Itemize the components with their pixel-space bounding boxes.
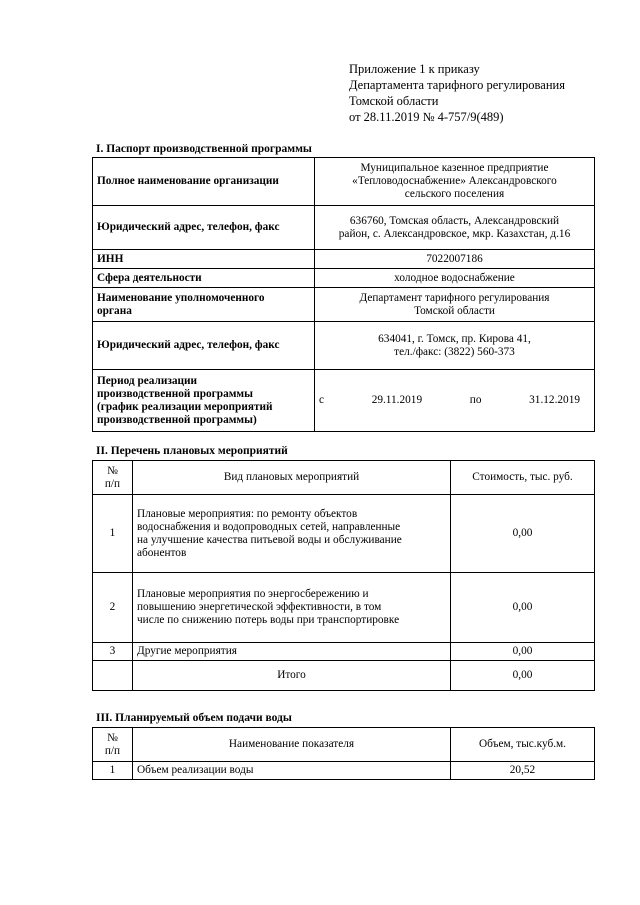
appendix-line: Приложение 1 к приказу	[349, 62, 480, 76]
table-row	[93, 370, 595, 432]
value-line: Департамент тарифного регулирования	[359, 291, 550, 304]
value-line: 636760, Томская область, Александровский	[349, 214, 560, 227]
label-line: органа	[97, 304, 132, 317]
row-label: Сфера деятельности	[93, 269, 315, 288]
row-value	[315, 206, 595, 250]
row-name: Объем реализации воды	[133, 762, 451, 780]
label-line: Наименование уполномоченного	[97, 291, 265, 304]
row-value: 20,52	[451, 762, 595, 780]
header-name: Вид плановых мероприятий	[133, 461, 451, 495]
table-total-row	[93, 661, 595, 691]
row-num: 3	[93, 643, 133, 661]
value-line: район, с. Александровское, мкр. Казахстан, д.16	[338, 227, 571, 240]
label-line: (график реализации мероприятий	[97, 400, 273, 413]
name-line: Плановые мероприятия: по ремонту объектов	[137, 507, 358, 520]
row-num: 2	[93, 573, 133, 643]
table-header-row	[93, 461, 595, 495]
value-line: Муниципальное казенное предприятие	[360, 162, 549, 174]
table-row	[93, 288, 595, 322]
label-line: Период реализации	[97, 374, 198, 387]
name-line: повышению энергетической эффективности, в том	[137, 601, 382, 613]
name-line: абонентов	[137, 546, 187, 559]
row-label: Юридический адрес, телефон, факс	[93, 206, 315, 250]
table-header-row	[93, 728, 595, 762]
total-value: 0,00	[451, 661, 595, 691]
row-value: холодное водоснабжение	[315, 269, 595, 288]
row-name	[133, 573, 451, 643]
passport-table	[92, 157, 595, 432]
section-title: I. Паспорт производственной программы	[96, 143, 312, 155]
value-line: Томской области	[414, 304, 495, 317]
header-num-abbr: п/п	[104, 477, 121, 490]
table-row	[93, 206, 595, 250]
table-row	[93, 250, 595, 269]
row-num: 1	[93, 762, 133, 780]
name-line: на улучшение качества питьевой воды и обслуживание	[137, 533, 402, 546]
row-name: Другие мероприятия	[133, 643, 451, 661]
label-line: производственной программы	[97, 387, 253, 400]
name-line: водоснабжения и водопроводных сетей, направленные	[137, 520, 401, 533]
header-num	[93, 728, 133, 762]
total-label: Итого	[133, 661, 451, 691]
value-line: 634041, г. Томск, пр. Кирова 41,	[378, 332, 531, 345]
table-row	[93, 573, 595, 643]
header-value: Объем, тыс.куб.м.	[451, 728, 595, 762]
row-label	[93, 288, 315, 322]
value-line: «Тепловодоснабжение» Александровского	[352, 175, 557, 187]
period-from-word: с	[319, 394, 325, 406]
header-name: Наименование показателя	[133, 728, 451, 762]
label-line: производственной программы)	[97, 413, 257, 426]
appendix-line: Департамента тарифного регулирования	[349, 78, 565, 92]
table-row	[93, 643, 595, 661]
header-cost: Стоимость, тыс. руб.	[451, 461, 595, 495]
section-title: III. Планируемый объем подачи воды	[96, 712, 292, 724]
row-label: ИНН	[93, 250, 315, 269]
table-row	[93, 762, 595, 780]
row-value	[315, 322, 595, 370]
period-to-word: по	[469, 394, 482, 406]
row-label: Юридический адрес, телефон, факс	[93, 322, 315, 370]
row-value	[315, 288, 595, 322]
table-row	[93, 495, 595, 573]
water-volume-table	[92, 727, 595, 780]
section-title: II. Перечень плановых мероприятий	[96, 445, 288, 457]
appendix-line: Томской области	[349, 94, 439, 108]
appendix-header	[349, 61, 565, 125]
period-from-date: 29.11.2019	[371, 394, 423, 406]
row-value	[315, 158, 595, 206]
value-line: тел./факс: (3822) 560-373	[394, 345, 515, 358]
period-value	[315, 370, 595, 432]
header-num-sign: №	[107, 464, 118, 477]
period-to-date: 31.12.2019	[529, 394, 580, 406]
name-line: Плановые мероприятия по энергосбережению и	[137, 588, 369, 600]
header-num	[93, 461, 133, 495]
table-row	[93, 158, 595, 206]
row-label: Полное наименование организации	[93, 158, 315, 206]
row-cost: 0,00	[451, 643, 595, 661]
table-row	[93, 269, 595, 288]
row-label	[93, 370, 315, 432]
header-num-sign: №	[107, 731, 118, 744]
row-name	[133, 495, 451, 573]
row-num: 1	[93, 495, 133, 573]
row-cost: 0,00	[451, 495, 595, 573]
table-row	[93, 322, 595, 370]
measures-table	[92, 460, 595, 691]
name-line: числе по снижению потерь воды при транспортировке	[137, 614, 400, 626]
row-value: 7022007186	[315, 250, 595, 269]
row-cost: 0,00	[451, 573, 595, 643]
appendix-line: от 28.11.2019 № 4-757/9(489)	[349, 110, 504, 124]
header-num-abbr: п/п	[104, 744, 121, 757]
total-num-empty	[93, 661, 133, 691]
value-line: сельского поселения	[404, 188, 505, 200]
